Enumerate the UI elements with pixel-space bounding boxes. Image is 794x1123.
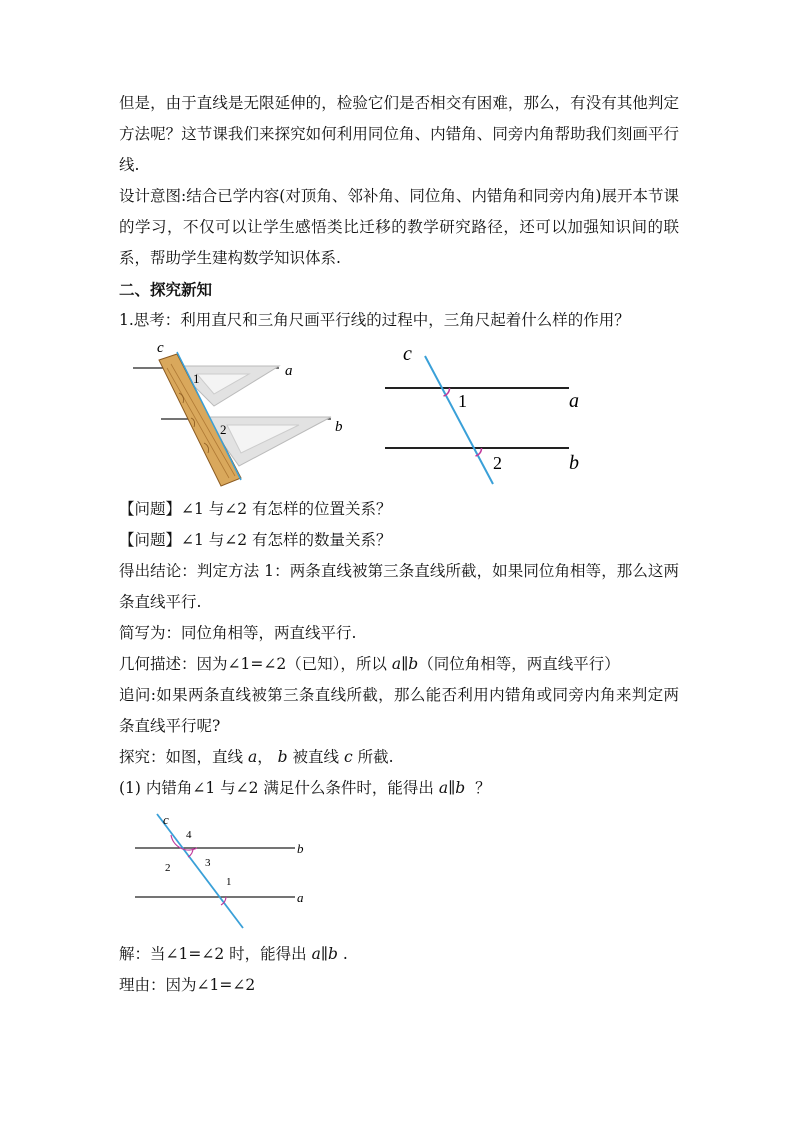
short-form: 简写为：同位角相等，两直线平行. [119, 624, 357, 642]
label-4: 4 [186, 829, 192, 841]
label-2: 2 [220, 422, 227, 437]
label-1: 1 [226, 876, 232, 888]
geometric-description: 几何描述：因为∠1=∠2（已知），所以 a∥b（同位角相等，两直线平行） [119, 655, 620, 673]
label-1: 1 [193, 371, 200, 386]
label-3: 3 [205, 857, 211, 869]
label-c: c [157, 340, 164, 356]
ruler-triangle-figure [119, 338, 359, 494]
question-quantity: 【问题】∠1 与∠2 有怎样的数量关系？ [119, 531, 392, 549]
label-b: b [335, 419, 343, 435]
label-1: 1 [458, 391, 467, 411]
section-heading: 二、探究新知 [119, 280, 213, 299]
design-intent-paragraph: 设计意图:结合已学内容(对顶角、邻补角、同位角、内错角和同旁内角)展开本节课的学习，不仅可以让学生感悟类比迁移的教学研究路径，还可以加强知识间的联系，帮助学生建构数学知识体系. [119, 187, 679, 267]
label-b: b [569, 452, 579, 474]
label-c: c [403, 343, 412, 365]
solution-line: 解：当∠1=∠2 时，能得出 a∥b . [119, 945, 348, 963]
label-c: c [163, 812, 169, 827]
label-2: 2 [165, 862, 171, 874]
explore-paragraph: 探究：如图，直线 a， b 被直线 c 所截. [119, 748, 394, 766]
label-2: 2 [493, 453, 502, 473]
question-position: 【问题】∠1 与∠2 有怎样的位置关系？ [119, 500, 392, 518]
reason-line: 理由：因为∠1=∠2 [119, 976, 256, 994]
label-b: b [297, 841, 304, 856]
intro-paragraph: 但是，由于直线是无限延伸的，检验它们是否相交有困难，那么，有没有其他判定方法呢？这节课我们来探究如何利用同位角、内错角、同旁内角帮助我们刻画平行线. [119, 94, 679, 174]
label-a: a [569, 390, 579, 412]
document-page [119, 88, 679, 1001]
inner-angle-question: (1) 内错角∠1 与∠2 满足什么条件时，能得出 a∥b ？ [119, 779, 491, 797]
followup-question: 追问:如果两条直线被第三条直线所截，那么能否利用内错角或同旁内角来判定两条直线平行呢? [119, 686, 679, 735]
corresponding-angles-figure [373, 338, 603, 494]
alternate-angles-figure [119, 810, 319, 935]
label-a: a [297, 890, 304, 905]
figure-row [119, 338, 679, 494]
think-question: 1.思考：利用直尺和三角尺画平行线的过程中，三角尺起着什么样的作用？ [119, 311, 630, 329]
conclusion-paragraph: 得出结论：判定方法 1：两条直线被第三条直线所截，如果同位角相等，那么这两条直线平行. [119, 562, 679, 611]
transversal-c [425, 356, 493, 484]
label-a: a [285, 363, 293, 379]
